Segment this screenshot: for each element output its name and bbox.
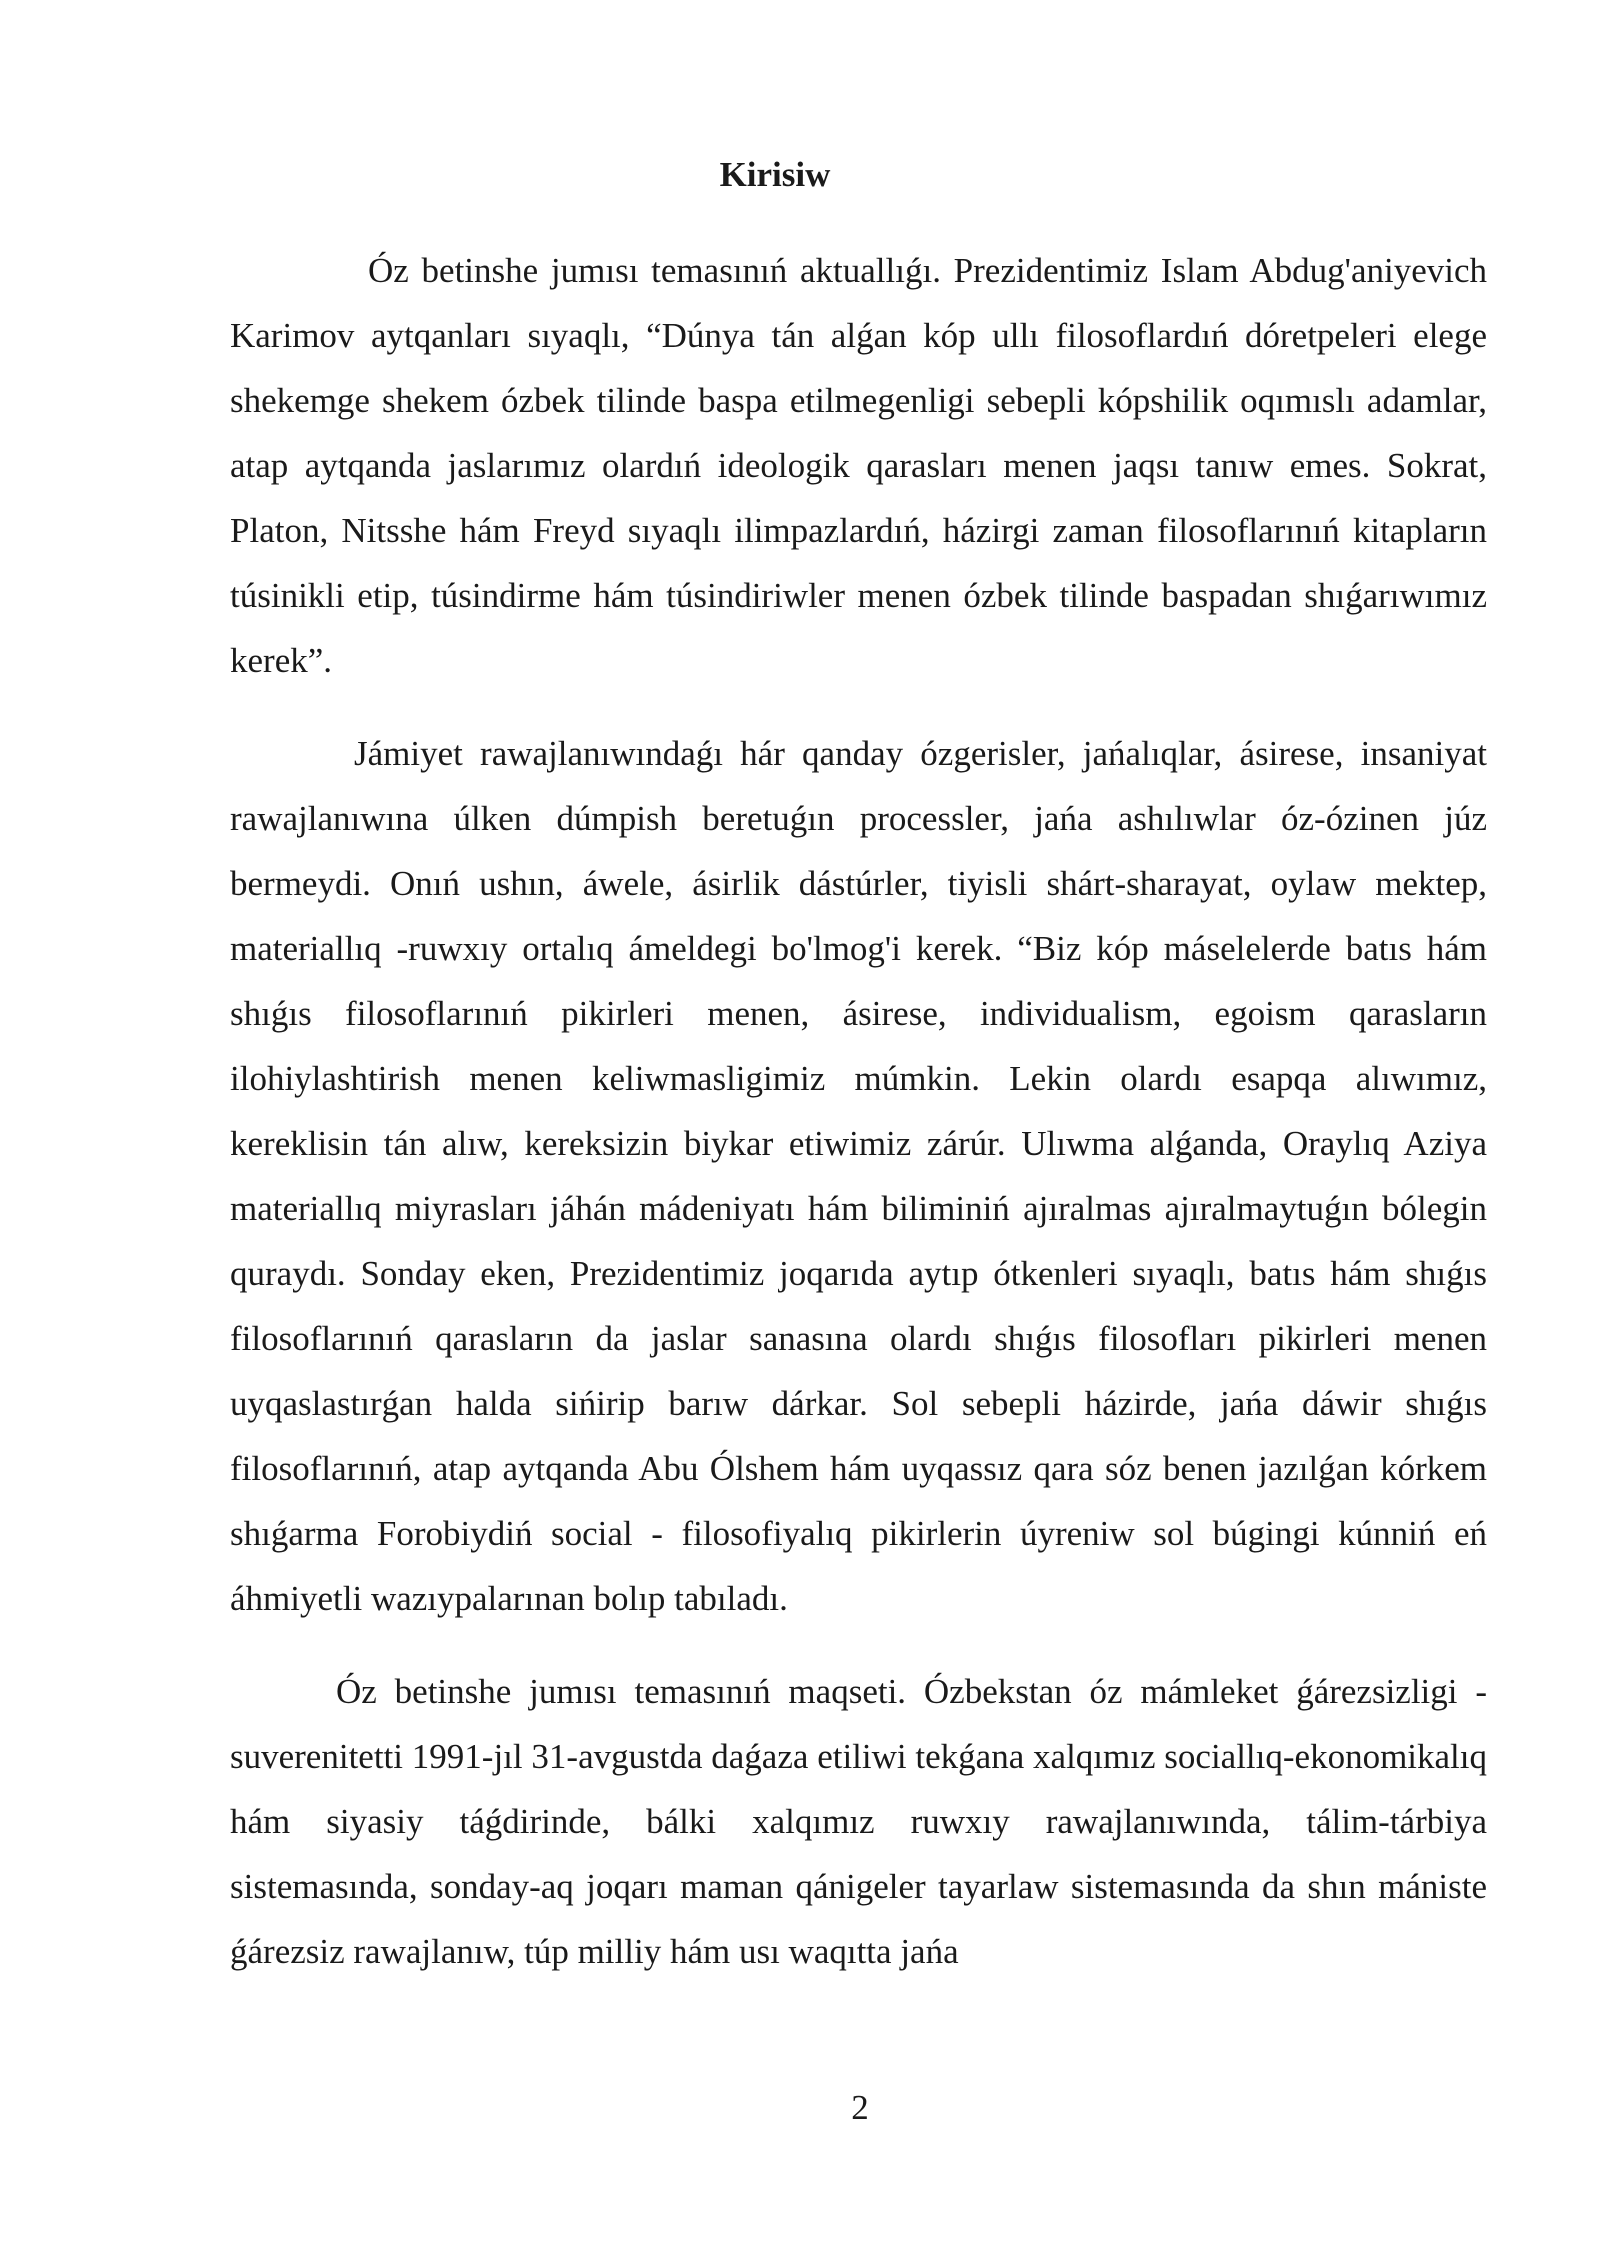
page-title: Kirisiw [719,155,831,194]
document-body [230,238,1487,1984]
page-number: 2 [851,2088,869,2127]
paragraph-purpose: Óz betinshe jumısı temasınıń maqseti. Ózbekstan óz mámleket ǵárezsizligi - suverenitetti 1991-jıl 31-avgustda daǵaza etiliwi tekǵana xalqımız sociallıq-ekonomikalıq hám siyasiy táǵdirinde, bálki xalqımız ruwxıy rawajlanıwında, tálim-tárbiya sistemasında, sonday-aq joqarı maman qánigeler tayarlaw sistemasında da shın mániste ǵárezsiz rawajlanıw, túp milliy hám usı waqıtta jańa [230,1672,1487,1971]
paragraph-relevance: Óz betinshe jumısı temasınıń aktuallıǵı. Prezidentimiz Islam Abdug'aniyevich Karimov aytqanları sıyaqlı, “Dúnya tán alǵan kóp ullı filosoflardıń dóretpeleri elege shekemge shekem ózbek tilinde baspa etilmegenligi sebepli kópshilik oqımıslı adamlar, atap aytqanda jaslarımız olardıń ideologik qarasları menen jaqsı tanıw emes. Sokrat, Platon, Nitsshe hám Freyd sıyaqlı ilimpazlardıń, házirgi zaman filosoflarınıń kitapların túsinikli etip, túsindirme hám túsindiriwler menen ózbek tilinde baspadan shıǵarıwımız kerek”. [230,251,1487,680]
paragraph-society-development: Jámiyet rawajlanıwındaǵı hár qanday ózgerisler, jańalıqlar, ásirese, insaniyat rawajlanıwına úlken dúmpish beretuǵın processler, jańa ashılıwlar óz-ózinen júz bermeydi. Onıń ushın, áwele, ásirlik dástúrler, tiyisli shárt-sharayat, oylaw mektep, materiallıq -ruwxıy ortalıq ámeldegi bo'lmog'i kerek. “Biz kóp máselelerde batıs hám shıǵıs filosoflarınıń pikirleri menen, ásirese, individualism, egoism qarasların ilohiylashtirish menen keliwmasligimiz múmkin. Lekin olardı esapqa alıwımız, kereklisin tán alıw, kereksizin biykar etiwimiz zárúr. Ulıwma alǵanda, Oraylıq Aziya materiallıq miyrasları jáhán mádeniyatı hám biliminiń ajıralmas ajıralmaytuǵın bólegin quraydı. Sonday eken, Prezidentimiz joqarıda aytıp ótkenleri sıyaqlı, batıs hám shıǵıs filosoflarınıń qarasların da jaslar sanasına olardı shıǵıs filosofları pikirleri menen uyqaslastırǵan halda sińirip barıw dárkar. Sol sebepli házirde, jańa dáwir shıǵıs filosoflarınıń, atap aytqanda Abu Ólshem hám uyqassız qara sóz benen jazılǵan kórkem shıǵarma Forobiydiń social - filosofiyalıq pikirlerin úyreniw sol búgingi kúnniń eń áhmiyetli wazıypalarınan bolıp tabıladı. [230,734,1487,1618]
